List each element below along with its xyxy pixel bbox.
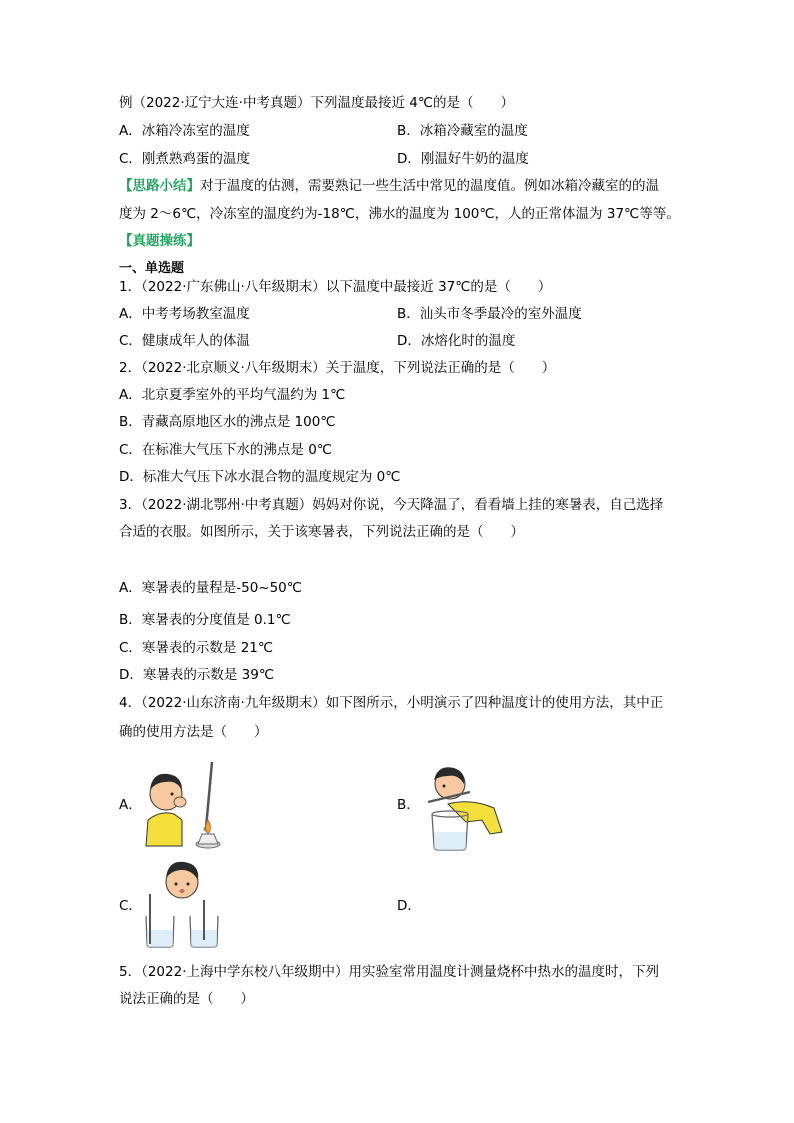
summary-line-1 — [119, 176, 659, 196]
q4-label-a: A． — [119, 797, 142, 813]
q1-option-a: A．中考考场教室温度 — [119, 306, 250, 322]
q2-option-b: B．青藏高原地区水的沸点是 100℃ — [119, 414, 336, 430]
q5-stem-line-2: 说法正确的是（ ） — [119, 991, 254, 1007]
summary-text-1: 对于温度的估测，需要熟记一些生活中常见的温度值。例如冰箱冷藏室的的温 — [200, 178, 659, 194]
summary-line-2: 度为 2～6℃，冷冻室的温度约为-18℃，沸水的温度为 100℃，人的正常体温为 37℃等等。 — [119, 206, 680, 222]
figure-c-two-beakers — [140, 858, 225, 950]
q3-option-a: A．寒暑表的量程是-50~50℃ — [119, 580, 302, 596]
q2-option-c: C．在标准大气压下水的沸点是 0℃ — [119, 442, 332, 458]
q3-stem-line-1: 3．（2022·湖北鄂州·中考真题）妈妈对你说，今天降温了，看看墙上挂的寒暑表，自己选择 — [119, 497, 664, 513]
section-title: 一、单选题 — [119, 261, 185, 276]
practice-tag: 【真题操练】 — [119, 233, 200, 249]
example-stem: 例（2022·辽宁大连·中考真题）下列温度最接近 4℃的是（ ） — [119, 95, 514, 111]
q1-option-b: B．汕头市冬季最冷的室外温度 — [397, 306, 582, 322]
q1-option-d: D．冰熔化时的温度 — [397, 333, 516, 349]
figure-a-thermometer-over-flame — [140, 758, 240, 850]
q1-stem: 1．（2022·广东佛山·八年级期末）以下温度中最接近 37℃的是（ ） — [119, 279, 552, 295]
q4-label-c: C． — [119, 898, 142, 914]
q4-stem-line-1: 4．（2022·山东济南·九年级期末）如下图所示，小明演示了四种温度计的使用方法，其中正 — [119, 695, 664, 711]
q2-stem: 2．（2022·北京顺义·八年级期末）关于温度，下列说法正确的是（ ） — [119, 360, 556, 376]
q2-option-a: A．北京夏季室外的平均气温约为 1℃ — [119, 387, 346, 403]
q3-option-d: D．寒暑表的示数是 39℃ — [119, 667, 275, 683]
q4-label-b: B． — [397, 797, 420, 813]
example-option-d: D．刚温好牛奶的温度 — [397, 151, 529, 167]
q3-option-b: B．寒暑表的分度值是 0.1℃ — [119, 612, 291, 628]
example-option-c: C．刚煮熟鸡蛋的温度 — [119, 151, 250, 167]
q4-label-d: D． — [397, 898, 421, 914]
q1-option-c: C．健康成年人的体温 — [119, 333, 250, 349]
summary-tag: 【思路小结】 — [119, 178, 200, 194]
q3-stem-line-2: 合适的衣服。如图所示，关于该寒暑表，下列说法正确的是（ ） — [119, 524, 524, 540]
example-option-a: A．冰箱冷冻室的温度 — [119, 123, 250, 139]
q2-option-d: D．标准大气压下冰水混合物的温度规定为 0℃ — [119, 469, 401, 485]
q5-stem-line-1: 5．（2022·上海中学东校八年级期中）用实验室常用温度计测量烧杯中热水的温度时，下列 — [119, 964, 659, 980]
q3-option-c: C．寒暑表的示数是 21℃ — [119, 640, 274, 656]
example-option-b: B．冰箱冷藏室的温度 — [397, 123, 528, 139]
q4-stem-line-2: 确的使用方法是（ ） — [119, 724, 268, 740]
figure-b-thermometer-in-beaker — [410, 758, 520, 853]
